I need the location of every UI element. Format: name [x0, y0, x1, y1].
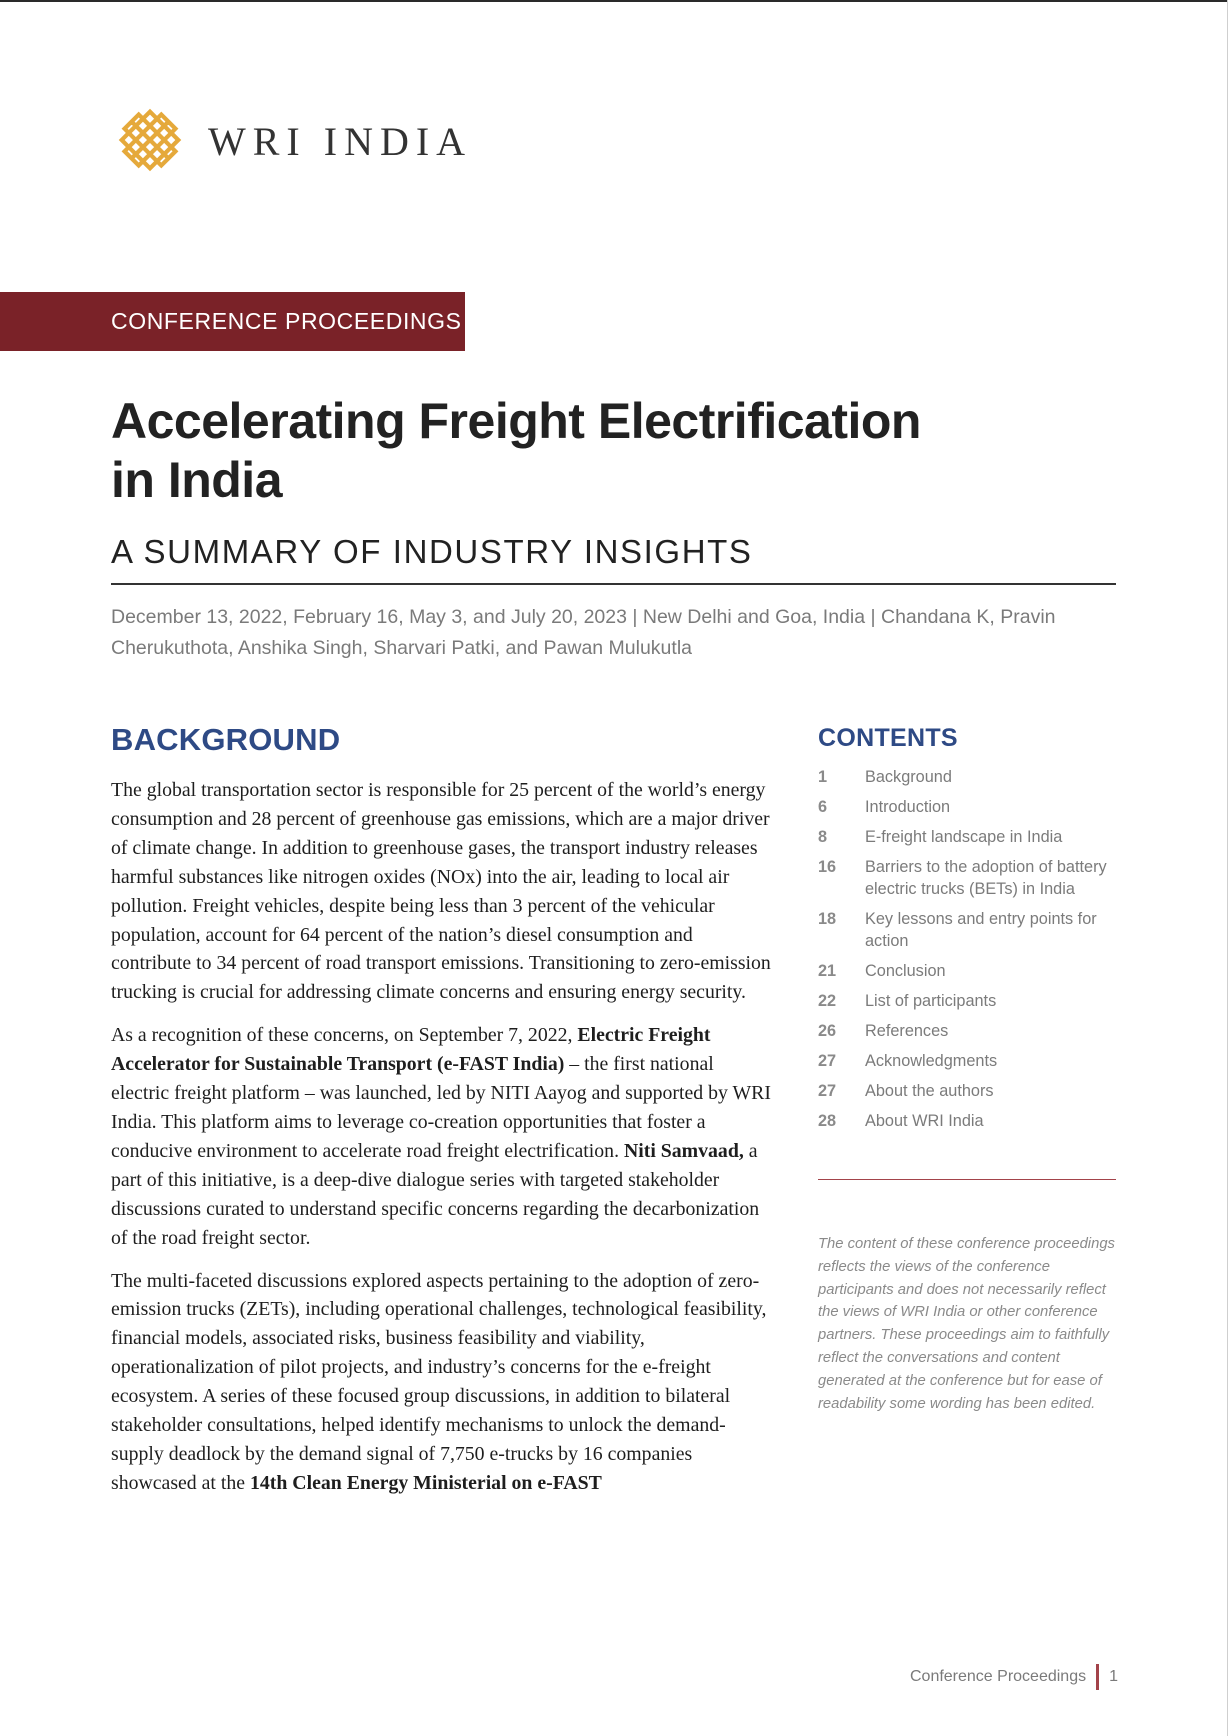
background-paragraph-1: The global transportation sector is responsible for 25 percent of the world’s energy consumption and 28 percent of greenhouse gas emissions, which are a major driver of climate change. In addition to greenhouse gases, the transport industry releases harmful substances like nitrogen oxides (NOx) into the air, leading to local air pollution. Freight vehicles, despite being less than 3 percent of the vehicular population, account for 64 percent of the nation’s diesel consumption and contribute to 34 percent of road transport emissions. Transitioning to zero-emission trucking is crucial for addressing climate concerns and ensuring energy security. — [111, 779, 771, 1004]
toc-page: 27 — [818, 1082, 837, 1100]
background-body — [111, 776, 771, 1512]
toc-item[interactable] — [818, 1080, 1118, 1102]
p2-text-c: – the first national electric freight platform – was launched, led by NITI Aayog and supported by WRI India. This platform aims to leverage co-creation opportunities that foster a conducive environment to accelerate road freight electrification. — [111, 1053, 771, 1162]
wri-india-logo — [112, 102, 472, 178]
toc-page: 8 — [818, 828, 828, 846]
p2-text-a: As a recognition of these concerns, on September 7, 2022, — [111, 1024, 578, 1047]
page-number: 1 — [1109, 1668, 1118, 1685]
page-footer — [910, 1664, 1118, 1690]
p3-text-a: The multi-faceted discussions explored aspects pertaining to the adoption of zero-emission trucks (ZETs), including operational challenges, technological feasibility, financial models, associated risks, business feasibility and viability, operationalization of pilot projects, and industry’s concerns for the e-freight ecosystem. A series of these focused group discussions, in addition to bilateral stakeholder consultations, helped identify mechanisms to unlock the demand-supply deadlock by the demand signal of 7,750 e-trucks by 16 companies showcased at the — [111, 1269, 767, 1494]
document-type-banner — [0, 292, 465, 351]
toc-item[interactable] — [818, 1020, 1118, 1042]
niti-samvaad-name: Niti Samvaad, — [623, 1139, 744, 1162]
logo-wordmark: WRI INDIA — [208, 118, 473, 164]
toc-label: Introduction — [865, 798, 951, 816]
toc-page: 21 — [818, 962, 837, 980]
toc-item[interactable] — [818, 1050, 1118, 1072]
toc-label: Key lessons and entry points for action — [865, 910, 1097, 950]
toc-page: 28 — [818, 1112, 837, 1130]
toc-item[interactable] — [818, 766, 1118, 788]
toc-page: 26 — [818, 1022, 837, 1040]
contents-heading: CONTENTS — [818, 724, 958, 752]
toc-page: 1 — [818, 768, 828, 786]
toc-label: List of participants — [865, 992, 997, 1010]
toc-label: Conclusion — [865, 962, 946, 980]
background-paragraph-2 — [111, 1021, 771, 1252]
toc-label: References — [865, 1022, 949, 1040]
toc-label: Acknowledgments — [865, 1052, 998, 1070]
toc-item[interactable] — [818, 1110, 1118, 1132]
p2-text-e: a part of this initiative, is a deep-dive dialogue series with targeted stakeholder discussions curated to understand specific concerns regarding the decarbonization of the road freight sector. — [111, 1139, 760, 1249]
document-subtitle: A SUMMARY OF INDUSTRY INSIGHTS — [111, 533, 753, 570]
toc-page: 18 — [818, 910, 837, 928]
toc-label: Background — [865, 768, 952, 786]
toc-page: 22 — [818, 992, 837, 1010]
toc-page: 16 — [818, 858, 837, 876]
toc-item[interactable] — [818, 990, 1118, 1012]
toc-page: 27 — [818, 1052, 837, 1070]
footer-label: Conference Proceedings — [909, 1668, 1087, 1685]
contents-divider — [818, 1179, 1116, 1180]
document-meta: December 13, 2022, February 16, May 3, and July 20, 2023 | New Delhi and Goa, India | Chandana K, Pravin Cherukuthota, Anshika Singh, Sharvari Patki, and Pawan Mulukutla — [111, 606, 1056, 659]
wri-knot-icon — [112, 102, 188, 178]
disclaimer-note: The content of these conference proceedings reflects the views of the conference participants and does not necessarily reflect the views of WRI India or other conference partners. These proceedings aim to faithfully reflect the conversations and content generated at the conference but for ease of readability some wording has been edited. — [818, 1236, 1115, 1412]
footer-divider — [1096, 1664, 1099, 1690]
banner-label: CONFERENCE PROCEEDINGS — [111, 308, 462, 334]
e-fast-name: Electric Freight Accelerator for Sustainable Transport (e-FAST India) — [111, 1024, 711, 1076]
toc-label: About WRI India — [865, 1112, 984, 1130]
toc-label: Barriers to the adoption of battery electric trucks (BETs) in India — [865, 858, 1107, 898]
background-heading: BACKGROUND — [111, 722, 341, 757]
toc-item[interactable] — [818, 960, 1118, 982]
toc-label: E-freight landscape in India — [865, 828, 1063, 846]
toc-item[interactable] — [818, 856, 1118, 900]
clean-energy-ministerial: 14th Clean Energy Ministerial on e-FAST — [249, 1471, 602, 1494]
top-border — [0, 0, 1228, 2]
toc-label: About the authors — [865, 1082, 994, 1100]
toc-item[interactable] — [818, 826, 1118, 848]
toc-page: 6 — [818, 798, 828, 816]
toc-item[interactable] — [818, 796, 1118, 818]
title-divider — [111, 583, 1116, 585]
document-title: Accelerating Freight Electrification in India — [111, 393, 921, 508]
toc-item[interactable] — [818, 908, 1118, 952]
background-paragraph-3 — [111, 1267, 771, 1498]
table-of-contents — [818, 766, 1118, 1140]
